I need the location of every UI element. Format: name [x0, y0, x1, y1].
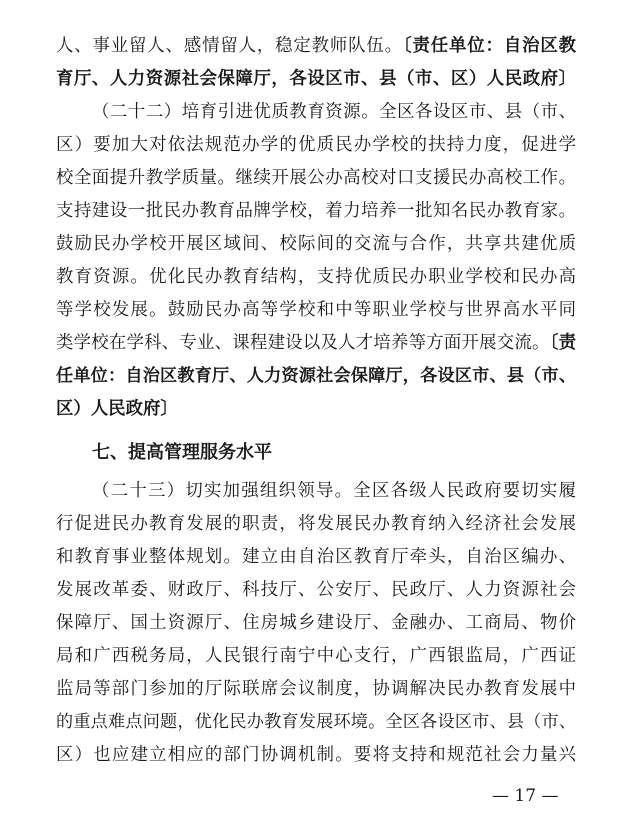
text-line: 校全面提升教学质量。继续开展公办高校对口支援民办高校工作。 [56, 168, 576, 188]
text-line: 发展改革委、财政厅、科技厅、公安厅、民政厅、人力资源社会 [56, 580, 576, 600]
section-heading: 七、提高管理服务水平 [92, 442, 272, 463]
text-line: 区）也应建立相应的部门协调机制。要将支持和规范社会力量兴 [56, 745, 576, 765]
text-line: 区）人民政府〕 [56, 399, 178, 419]
text-line: 人、事业留人、感情留人，稳定教师队伍。〔责任单位：自治区教 [56, 36, 576, 56]
text-line: 保障厅、国土资源厅、住房城乡建设厅、金融办、工商局、物价 [56, 613, 576, 633]
text-line: 监局等部门参加的厅际联席会议制度，协调解决民办教育发展中 [56, 679, 576, 699]
responsible-unit-label: 〔责任单位：自治区教 [402, 36, 576, 56]
text-line: 类学校在学科、专业、课程建设以及人才培养等方面开展交流。〔责 [56, 333, 576, 353]
text-line: 任单位：自治区教育厅、人力资源社会保障厅，各设区市、县（市、 [56, 366, 576, 386]
paragraph-23-start: （二十三）切实加强组织领导。全区各级人民政府要切实履 [92, 481, 576, 501]
text-line: 鼓励民办学校开展区域间、校际间的交流与合作，共享共建优质 [56, 234, 576, 254]
responsible-unit-label: 〔责 [549, 333, 576, 353]
text-line: 行促进民办教育发展的职责，将发展民办教育纳入经济社会发展 [56, 514, 576, 534]
text-line: 支持建设一批民办教育品牌学校，着力培养一批知名民办教育家。 [56, 201, 576, 221]
text-line: 的重点难点问题，优化民办教育发展环境。全区各设区市、县（市、 [56, 712, 576, 732]
page-number: — 17 — [492, 786, 559, 806]
paragraph-22-start: （二十二）培育引进优质教育资源。全区各设区市、县（市、 [92, 102, 576, 122]
text-line: 等学校发展。鼓励民办高等学校和中等职业学校与世界高水平同 [56, 300, 576, 320]
text-line: 育厅、人力资源社会保障厅，各设区市、县（市、区）人民政府〕 [56, 69, 576, 89]
text-line: 局和广西税务局，人民银行南宁中心支行，广西银监局，广西证 [56, 646, 576, 666]
text-line: 和教育事业整体规划。建立由自治区教育厅牵头，自治区编办、 [56, 547, 576, 567]
text-line: 教育资源。优化民办教育结构，支持优质民办职业学校和民办高 [56, 267, 576, 287]
text-line: 区）要加大对依法规范办学的优质民办学校的扶持力度，促进学 [56, 135, 576, 155]
